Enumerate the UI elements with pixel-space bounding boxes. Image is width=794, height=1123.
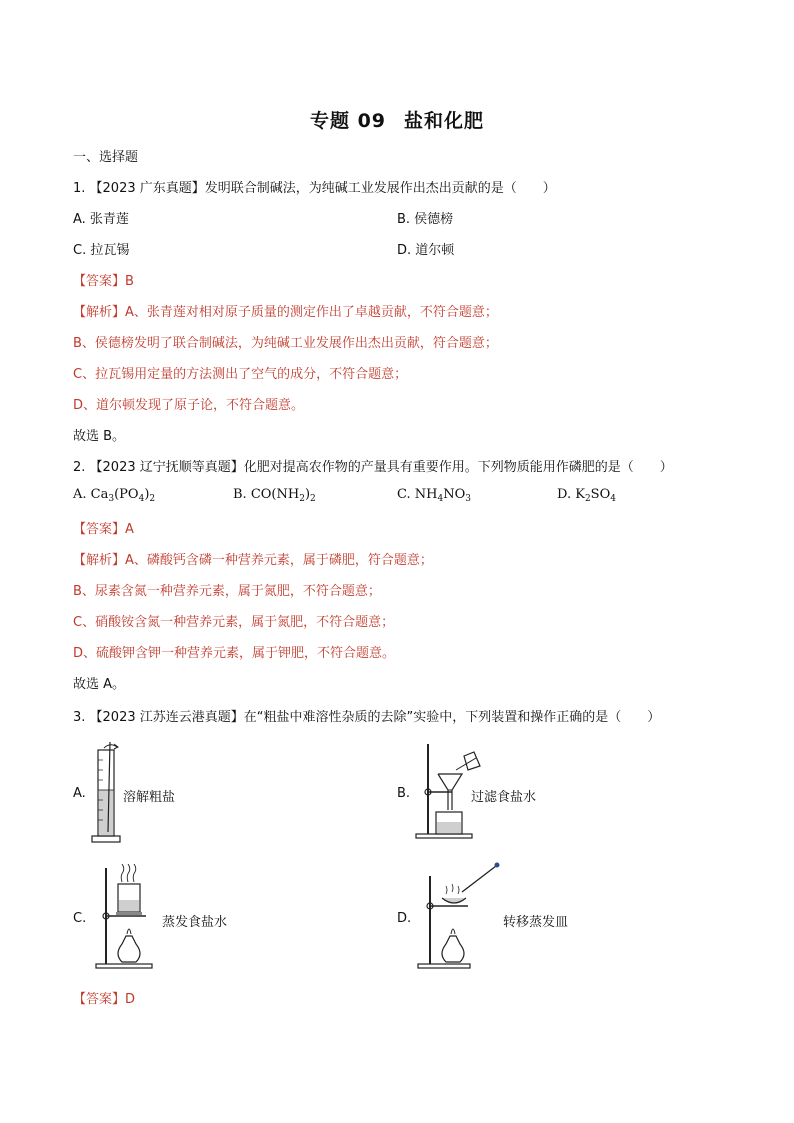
q1-option-a: A. 张青莲 [73,212,129,227]
q1-analysis-c: C、拉瓦锡用定量的方法测出了空气的成分，不符合题意； [73,367,408,382]
q1-analysis-b: B、侯德榜发明了联合制碱法，为纯碱工业发展作出杰出贡献，符合题意； [73,336,498,351]
analysis-label: 【解析】 [73,305,126,320]
q2-option-b [233,487,316,502]
title-topic: 专题 09 [309,110,387,132]
q1-option-d: D. 道尔顿 [397,243,455,258]
formula-part: B. CO(NH [233,487,300,502]
q1-stem: 1. 【2023 广东真题】发明联合制碱法，为纯碱工业发展作出杰出贡献的是（ ） [73,181,556,196]
q2-analysis-line [73,549,433,568]
q2-answer: 【答案】A [73,522,134,537]
subscript: 2 [149,494,156,504]
formula-part: C. NH [397,487,438,502]
subscript: 4 [138,494,145,504]
transfer-dish-figure [414,862,504,970]
section-heading: 一、选择题 [73,150,139,165]
subscript: 2 [310,494,316,504]
q2-analysis-b: B、尿素含氮一种营养元素，属于氮肥，不符合题意； [73,584,381,599]
subscript: 3 [108,494,115,504]
q3-option-d-letter: D. [397,911,412,926]
q2-option-c [397,487,471,502]
formula-part: NO [443,487,466,502]
subscript: 4 [610,494,616,504]
formula-part: A. Ca [73,487,109,502]
subscript: 4 [437,494,444,504]
evaporation-beaker-figure [92,864,158,970]
formula-part: D. K [557,487,585,502]
q2-option-d [557,487,616,502]
q3-stem: 3. 【2023 江苏连云港真题】在“粗盐中难溶性杂质的去除”实验中，下列装置和操作正确的是（ ） [73,710,661,725]
title-name: 盐和化肥 [404,110,485,132]
q2-analysis-c: C、硝酸铵含氮一种营养元素，属于氮肥，不符合题意； [73,615,395,630]
subscript: 2 [299,494,305,504]
page-title [0,106,794,133]
q1-analysis-line [73,301,498,320]
formula-part: (PO [114,487,139,502]
q3-answer: 【答案】D [73,992,136,1007]
formula-part: SO [590,487,611,502]
subscript: 3 [465,494,471,504]
q2-analysis-d: D、硫酸钾含钾一种营养元素，属于钾肥，不符合题意。 [73,646,396,661]
q1-answer: 【答案】B [73,274,134,289]
q2-conclusion: 故选 A。 [73,677,126,692]
q3-option-c-caption: 蒸发食盐水 [162,915,228,930]
q1-option-c: C. 拉瓦锡 [73,243,130,258]
q3-option-c-letter: C. [73,911,87,926]
subscript: 2 [584,494,591,504]
formula-part: ) [304,487,311,502]
formula-part: ) [144,487,150,502]
q2-option-a [73,487,155,502]
q3-option-a-letter: A. [73,786,86,801]
analysis-text: A、张青莲对相对原子质量的测定作出了卓越贡献，不符合题意； [125,305,498,320]
q1-conclusion: 故选 B。 [73,429,126,444]
q3-option-b-letter: B. [397,786,411,801]
analysis-text: A、磷酸钙含磷一种营养元素，属于磷肥，符合题意； [125,553,433,568]
q3-option-d-caption: 转移蒸发皿 [503,915,569,930]
q3-option-b-caption: 过滤食盐水 [471,790,537,805]
analysis-label: 【解析】 [73,553,126,568]
q1-analysis-d: D、道尔顿发现了原子论，不符合题意。 [73,398,305,413]
q2-stem: 2. 【2023 辽宁抚顺等真题】化肥对提高农作物的产量具有重要作用。下列物质能用作磷肥的是（ ） [73,460,673,475]
q1-option-b: B. 侯德榜 [397,212,454,227]
q3-option-a-caption: 溶解粗盐 [123,790,176,805]
